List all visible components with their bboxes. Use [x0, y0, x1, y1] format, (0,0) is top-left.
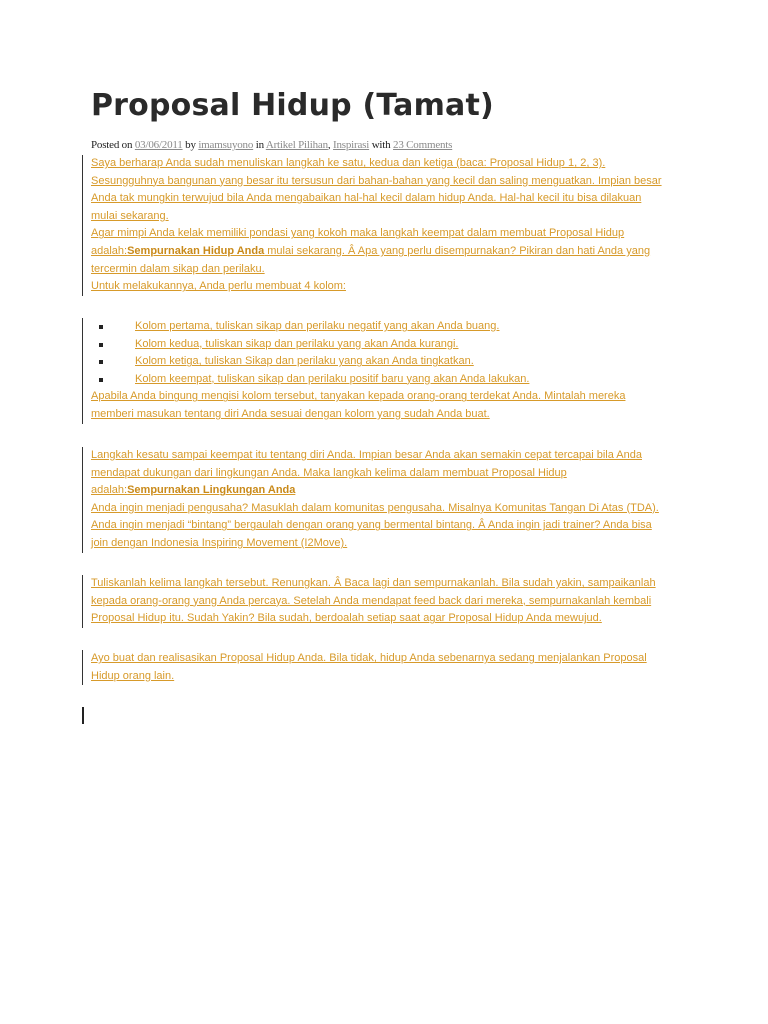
list-item-text: Kolom keempat, tuliskan sikap dan perilaku positif baru yang akan Anda lakukan. [135, 372, 530, 385]
text-line[interactable]: Saya berharap Anda sudah menuliskan langkah ke satu, kedua dan ketiga (baca: Proposal Hidup 1, 2, 3). [91, 157, 606, 169]
text-line[interactable]: Anda tak mungkin terwujud bila Anda mengabaikan hal-hal kecil dalam hidup Anda. Hal-hal kecil itu bisa dilakuan [91, 192, 642, 205]
text-line[interactable]: Apabila Anda bingung mengisi kolom tersebut, tanyakan kepada orang-orang terdekat Anda. Mintalah mereka [91, 390, 626, 403]
bullet-icon [99, 325, 103, 329]
author-link[interactable]: imamsuyono [198, 139, 254, 151]
comments-link[interactable]: 23 Comments [393, 139, 453, 151]
category-link-artikel-pilihan[interactable]: Artikel Pilihan [265, 139, 328, 151]
kolom-list-block [82, 318, 691, 424]
text-line[interactable]: tercermin dalam sikap dan perilaku. [91, 262, 265, 275]
text-line[interactable] [91, 482, 691, 500]
text-line[interactable]: Tuliskanlah kelima langkah tersebut. Renungkan. Â Baca lagi dan sempurnakanlah. Bila sudah yakin, sampaikanlah [91, 577, 656, 589]
paragraph-4 [82, 650, 691, 685]
posted-on-label: Posted on [91, 139, 133, 151]
bullet-icon [99, 343, 103, 347]
paragraph-3 [82, 575, 691, 628]
page-title: Proposal Hidup (Tamat) [91, 88, 494, 123]
text-line[interactable]: Proposal Hidup itu. Sudah Yakin? Bila sudah, berdoalah setiap saat agar Proposal Hidup Anda mewujud. [91, 612, 602, 625]
text-line[interactable]: Langkah kesatu sampai keempat itu tentang diri Anda. Impian besar Anda akan semakin cepat tercapai bila Anda [91, 449, 642, 461]
text-line[interactable]: join dengan Indonesia Inspiring Movement (I2Move). [91, 536, 348, 549]
bold-phrase: Sempurnakan Lingkungan Anda [127, 484, 296, 497]
list-item-text: Kolom pertama, tuliskan sikap dan perilaku negatif yang akan Anda buang. [135, 320, 500, 332]
bold-phrase: Sempurnakan Hidup Anda [127, 244, 265, 257]
text-line[interactable] [91, 243, 691, 261]
text-line[interactable]: Anda ingin menjadi pengusaha? Masuklah dalam komunitas pengusaha. Misalnya Komunitas Tangan Di Atas (TDA). [91, 501, 659, 514]
category-link-inspirasi[interactable]: Inspirasi [333, 139, 370, 151]
bullet-icon [99, 378, 103, 382]
kolom-list [91, 318, 691, 388]
list-item[interactable] [91, 336, 691, 354]
list-item[interactable] [91, 371, 691, 389]
text-line[interactable]: Anda ingin menjadi “bintang” bergaulah dengan orang yang bermental bintang. Â Anda ingin jadi trainer? Anda bisa [91, 519, 652, 532]
category-separator: , [327, 139, 331, 151]
post-date-link[interactable]: 03/06/2011 [134, 139, 183, 151]
text-line[interactable]: mulai sekarang. [91, 209, 169, 222]
text-span: adalah: [91, 484, 128, 497]
with-label: with [371, 139, 391, 151]
text-line[interactable]: Agar mimpi Anda kelak memiliki pondasi yang kokoh maka langkah keempat dalam membuat Proposal Hidup [91, 227, 625, 240]
text-line[interactable]: mendapat dukungan dari lingkungan Anda. Maka langkah kelima dalam membuat Proposal Hidup [91, 466, 567, 479]
list-item[interactable] [91, 318, 691, 336]
paragraph-2 [82, 447, 691, 553]
in-label: in [255, 139, 264, 151]
bullet-icon [99, 360, 103, 364]
paragraph-1 [82, 155, 691, 296]
text-line[interactable]: Hidup orang lain. [91, 669, 175, 682]
text-cursor [82, 707, 84, 724]
text-line[interactable]: Sesungguhnya bangunan yang besar itu tersusun dari bahan-bahan yang kecil dan saling menguatkan. Impian besar [91, 174, 662, 187]
text-line[interactable]: memberi masukan tentang diri Anda sesuai dengan kolom yang sudah Anda buat. [91, 407, 490, 420]
post-meta [91, 139, 452, 151]
text-line[interactable]: Ayo buat dan realisasikan Proposal Hidup Anda. Bila tidak, hidup Anda sebenarnya sedang menjalankan Proposal [91, 652, 647, 664]
list-item-text: Kolom ketiga, tuliskan Sikap dan perilaku yang akan Anda tingkatkan. [135, 355, 474, 368]
text-span: adalah: [91, 244, 128, 257]
list-item-text: Kolom kedua, tuliskan sikap dan perilaku yang akan Anda kurangi. [135, 337, 459, 350]
text-line[interactable]: Untuk melakukannya, Anda perlu membuat 4 kolom: [91, 280, 346, 293]
by-label: by [185, 139, 196, 151]
text-line[interactable]: kepada orang-orang yang Anda percaya. Setelah Anda mendapat feed back dari mereka, sempurnakanlah kembali [91, 594, 652, 607]
list-item[interactable] [91, 353, 691, 371]
text-span: mulai sekarang. Â Apa yang perlu disempurnakan? Pikiran dan hati Anda yang [264, 244, 651, 257]
